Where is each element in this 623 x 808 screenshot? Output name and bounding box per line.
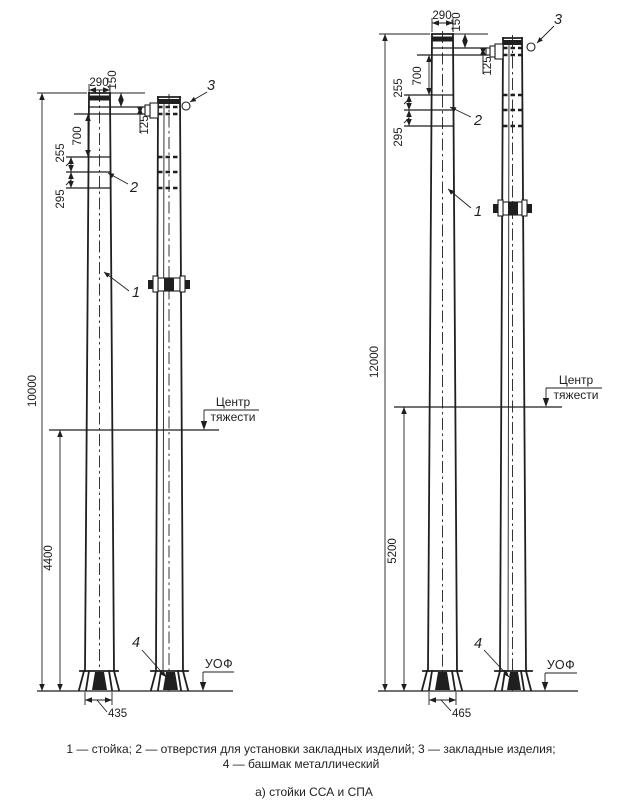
right-post-front-view: [404, 31, 488, 691]
dim-text: 12000: [369, 346, 381, 378]
cg-label-line2: тяжести: [210, 410, 256, 424]
dim-295: [393, 110, 409, 147]
uof-datum-marker: [542, 658, 577, 691]
label-2: 2: [129, 180, 139, 196]
item-labels: [448, 12, 562, 677]
dim-text: 150: [107, 70, 119, 90]
dim-base-435: [85, 692, 127, 720]
uof-datum-marker: [200, 657, 234, 691]
dim-text: 700: [72, 126, 84, 146]
label-4: 4: [131, 635, 141, 651]
dim-text: 290: [432, 10, 452, 22]
dim-255: [55, 143, 71, 172]
center-of-gravity-marker: [49, 395, 259, 430]
mounting-clamp: [493, 200, 532, 216]
dim-text: 150: [451, 12, 463, 32]
cg-label-line1: Центр: [558, 373, 594, 387]
left-post-pair: [27, 70, 259, 720]
dim-150: [107, 70, 121, 107]
dim-top-width-290: [432, 10, 453, 32]
embedded-item-circle: [527, 43, 535, 51]
label-4: 4: [473, 636, 483, 652]
metal-shoe: [495, 671, 532, 690]
right-post-side-view: [486, 35, 535, 691]
label-3: 3: [206, 78, 216, 94]
left-post-side-view: [141, 94, 190, 691]
right-post-pair: [369, 10, 602, 720]
dim-text: 255: [55, 143, 67, 163]
dim-text: 255: [393, 78, 405, 98]
dim-text: 125: [139, 115, 151, 135]
dim-text: 10000: [27, 375, 39, 407]
dim-text: 295: [55, 189, 67, 209]
dim-text: 700: [412, 66, 424, 86]
label-2: 2: [473, 113, 483, 129]
dim-255: [393, 78, 409, 110]
dim-cg-4400: [43, 430, 60, 691]
subcaption: а) стойки ССА и СПА: [255, 785, 373, 799]
metal-shoe: [422, 671, 462, 690]
label-3: 3: [553, 12, 563, 28]
dim-text: 4400: [43, 545, 55, 571]
dim-295: [55, 172, 71, 209]
item-labels: [104, 78, 215, 677]
metal-shoe: [79, 671, 119, 690]
mounting-clamp: [148, 276, 190, 292]
metal-shoe: [151, 671, 188, 690]
dim-700: [412, 55, 429, 95]
dim-cg-5200: [387, 407, 404, 691]
dim-text: 125: [482, 56, 494, 76]
dim-text: 290: [89, 77, 109, 89]
dim-text: 435: [108, 708, 128, 720]
dim-700: [72, 114, 88, 157]
legend-line-1: 1 — стойка; 2 — отверстия для установки закладных изделий; 3 — закладные изделия;: [66, 742, 556, 756]
figure-captions: [66, 742, 555, 799]
embedded-item-circle: [182, 102, 190, 110]
center-of-gravity-marker: [394, 373, 602, 407]
cg-label-line2: тяжести: [553, 388, 599, 402]
dim-text: 295: [393, 127, 405, 147]
dim-height-10000: [27, 93, 87, 691]
cg-label-line1: Центр: [215, 395, 251, 409]
uof-label: УОФ: [204, 657, 234, 671]
uof-label: УОФ: [546, 658, 576, 672]
legend-line-2: 4 — башмак металлический: [222, 757, 380, 771]
dim-text: 465: [452, 708, 472, 720]
dim-base-465: [429, 692, 471, 720]
label-1: 1: [473, 204, 483, 220]
dim-text: 5200: [387, 538, 399, 564]
label-1: 1: [131, 285, 141, 301]
